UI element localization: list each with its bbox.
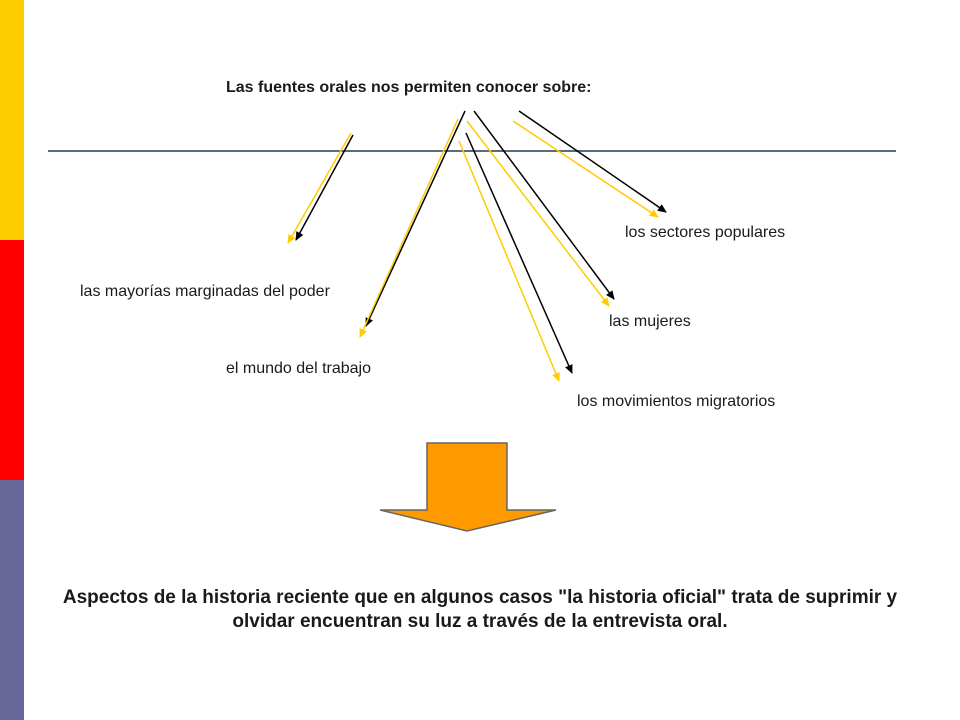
item-mayorias-marginadas: las mayorías marginadas del poder	[80, 283, 330, 300]
diagram-title: Las fuentes orales nos permiten conocer sobre:	[226, 79, 592, 96]
arrow-migratorios-yellow	[459, 141, 559, 381]
arrow-sectores-black	[519, 111, 666, 212]
arrow-mujeres-yellow	[467, 121, 609, 306]
item-mundo-del-trabajo: el mundo del trabajo	[226, 360, 371, 377]
item-movimientos-migratorios: los movimientos migratorios	[577, 393, 776, 410]
conclusion-text: Aspectos de la historia reciente que en algunos casos "la historia oficial" trata de suprimir y olvidar encuentran su luz a través de la entrevista oral.	[62, 587, 898, 632]
arrow-trabajo-black	[366, 111, 465, 326]
big-down-arrow	[380, 443, 556, 531]
arrow-migratorios-black	[466, 133, 572, 373]
item-sectores-populares: los sectores populares	[625, 224, 786, 241]
arrow-mujeres-black	[474, 111, 614, 299]
item-mujeres: las mujeres	[609, 313, 691, 330]
arrow-mayorias-yellow	[288, 133, 351, 243]
arrow-sectores-yellow	[513, 121, 658, 217]
